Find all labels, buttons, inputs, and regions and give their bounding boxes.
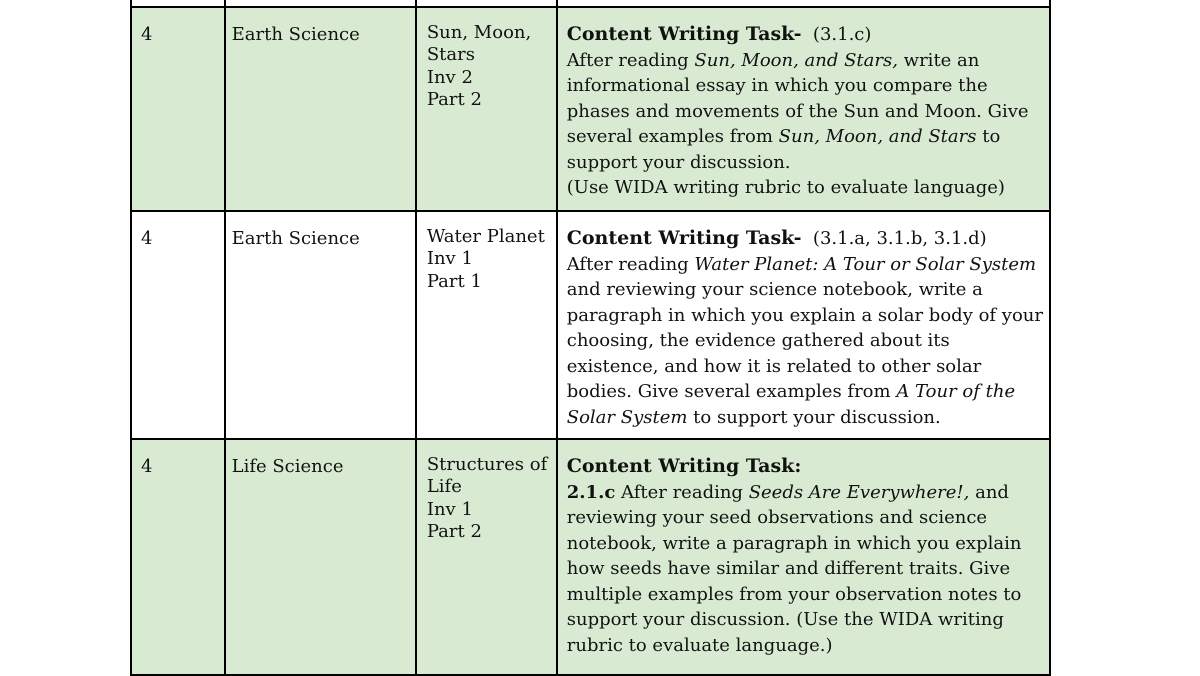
table-row xyxy=(131,439,1050,675)
task-heading: Content Writing Task: xyxy=(566,455,802,477)
task-book-title: Seeds Are Everywhere!, xyxy=(748,481,970,503)
unit-line: Structures of xyxy=(426,454,548,475)
task-standards: (3.1.a, 3.1.b, 3.1.d) xyxy=(812,228,987,249)
unit-line: Life xyxy=(426,476,462,498)
unit-line: Inv 1 xyxy=(426,498,473,520)
task-text: write an informational essay in which you compare the phases and movements of the Sun and Moon. Give several examples from xyxy=(566,49,1029,147)
task-standards: (3.1.c) xyxy=(812,24,872,45)
unit-cell xyxy=(416,7,557,211)
grade-cell: 4 xyxy=(131,211,225,439)
table-row xyxy=(131,211,1050,439)
unit-cell xyxy=(416,211,557,439)
curriculum-table xyxy=(130,0,1051,676)
task-book-title: A Tour of the Solar System xyxy=(566,381,1016,428)
task-book-title: Water Planet: A Tour or Solar System xyxy=(694,253,1037,275)
grade-cell: 4 xyxy=(131,439,225,675)
unit-line: Part 2 xyxy=(426,520,482,542)
task-heading: Content Writing Task- xyxy=(566,227,802,249)
task-note: (Use WIDA writing rubric to evaluate language) xyxy=(566,177,1005,198)
unit-line: Part 1 xyxy=(426,270,482,292)
grade-cell: 4 xyxy=(131,7,225,211)
unit-line: Inv 1 xyxy=(426,248,473,270)
subject-cell: Earth Science xyxy=(225,211,416,439)
task-text: After reading xyxy=(615,481,749,503)
unit-cell xyxy=(416,439,557,675)
task-text: to support your discussion. xyxy=(566,126,1001,173)
task-cell xyxy=(557,211,1050,439)
table-row xyxy=(131,7,1050,211)
task-text: and reviewing your science notebook, write a paragraph in which you explain a solar body of your choosing, the evidence gathered about its existence, and how it is related to other solar bodies. Give several examples from xyxy=(566,279,1044,402)
task-cell xyxy=(557,439,1050,675)
task-text: to support your discussion. xyxy=(687,406,941,428)
task-text: and reviewing your seed observations and science notebook, write a paragraph in which you explain how seeds have similar and different traits. Give multiple examples from your observation notes to support your discussion. (Use the WIDA writing rubric to evaluate language.) xyxy=(566,481,1022,656)
task-text: After reading xyxy=(566,253,695,275)
task-heading: Content Writing Task- xyxy=(566,23,802,45)
task-text: After reading xyxy=(566,49,695,71)
unit-line: Water Planet xyxy=(426,226,545,247)
unit-line: Part 2 xyxy=(426,88,482,110)
task-book-title: Sun, Moon, and Stars, xyxy=(694,49,898,71)
task-cell xyxy=(557,7,1050,211)
task-book-title: Sun, Moon, and Stars xyxy=(778,126,977,147)
table-row-partial xyxy=(131,0,1050,7)
subject-cell: Life Science xyxy=(225,439,416,675)
unit-line: Sun, Moon, xyxy=(426,22,532,43)
subject-cell: Earth Science xyxy=(225,7,416,211)
task-standards: 2.1.c xyxy=(566,481,616,503)
unit-line: Stars xyxy=(426,44,475,66)
unit-line: Inv 2 xyxy=(426,66,473,88)
